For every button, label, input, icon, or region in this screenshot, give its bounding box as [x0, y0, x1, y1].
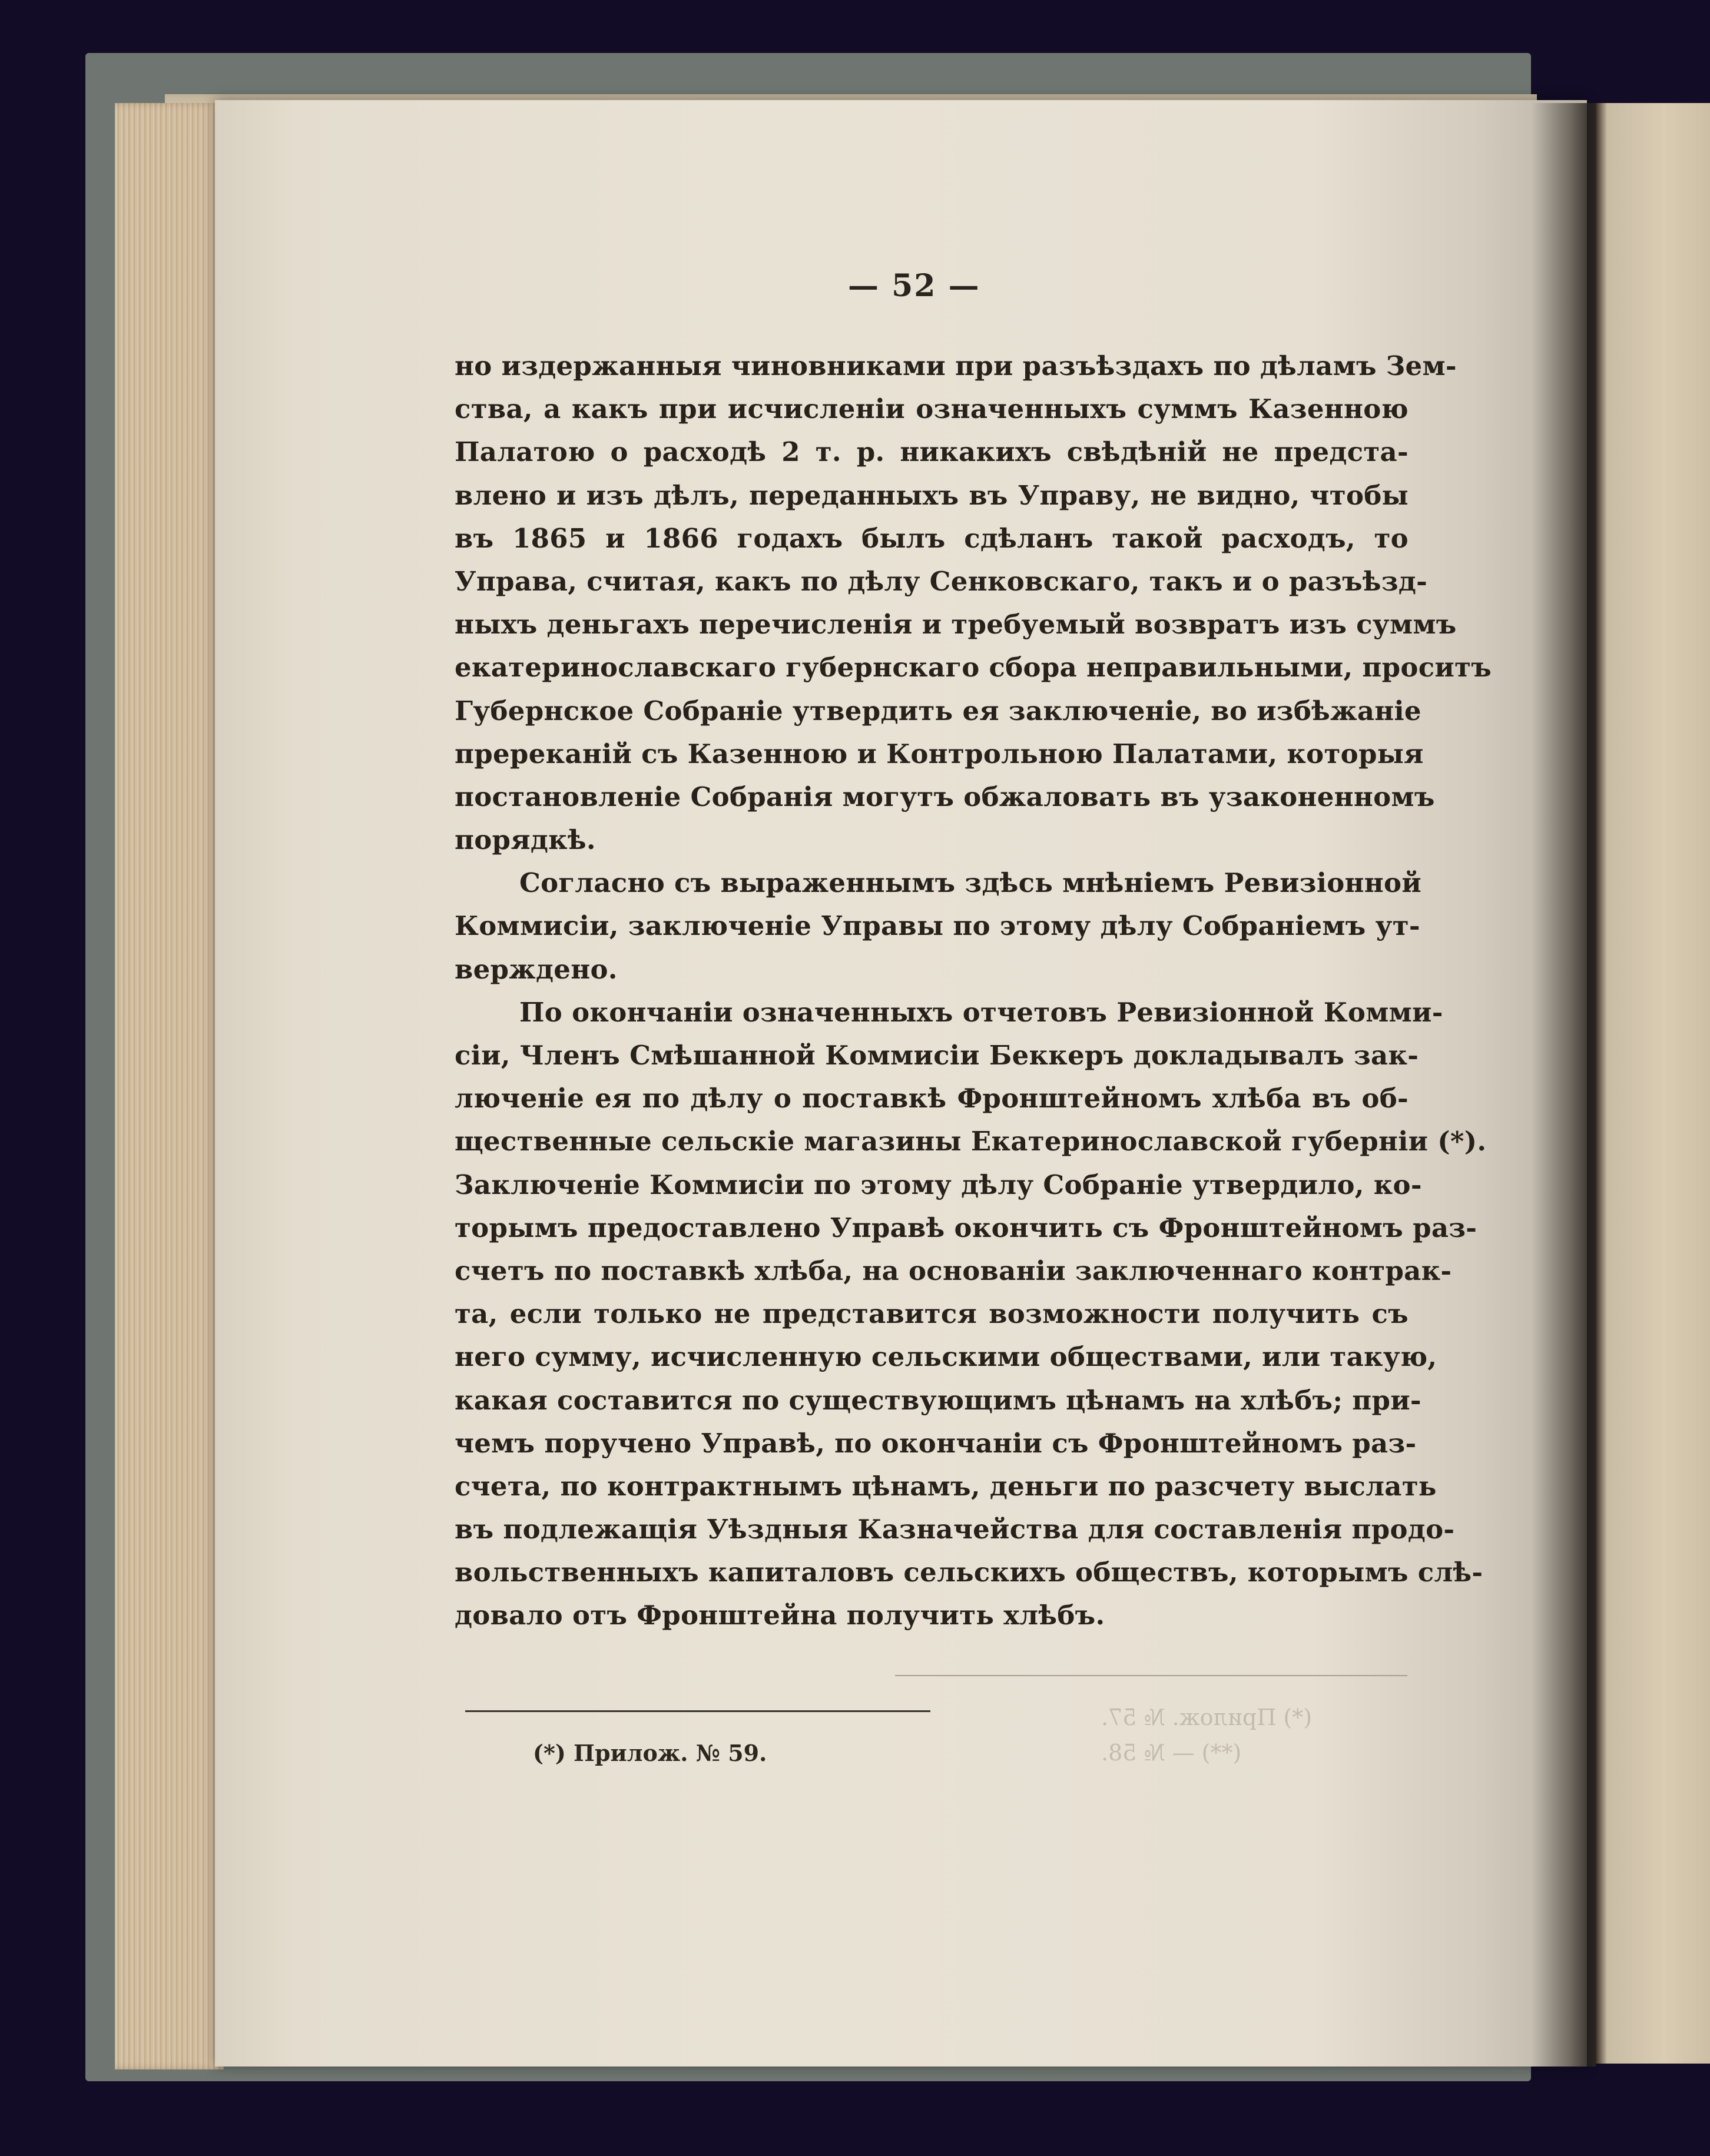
text-line: довало отъ Фронштейна получить хлѣбъ. — [455, 1600, 1105, 1631]
bleed-through-text: (**) — № 58. — [1101, 1740, 1242, 1766]
text-line: него сумму, исчисленную сельскими обществами, или такую, — [455, 1341, 1437, 1373]
text-line: пререканій съ Казенною и Контрольною Палатами, которыя — [455, 738, 1424, 769]
text-line: но издержанныя чиновниками при разъѣздахъ по дѣламъ Зем- — [455, 350, 1457, 382]
text-line: въ подлежащія Уѣздныя Казначейства для составленія продо- — [455, 1514, 1455, 1545]
text-line: Заключеніе Коммисіи по этому дѣлу Собраніе утвердило, ко- — [455, 1169, 1422, 1200]
text-line: счета, по контрактнымъ цѣнамъ, деньги по разсчету выслать — [455, 1470, 1437, 1502]
text-line: та, если только не представится возможности получить съ — [455, 1298, 1409, 1330]
page-edges-left — [115, 103, 224, 2069]
section-rule — [895, 1675, 1407, 1676]
gutter-shadow — [1531, 103, 1596, 2067]
text-line: Согласно съ выраженнымъ здѣсь мнѣніемъ Ревизіонной — [519, 867, 1421, 899]
footnote: (*) Прилож. № 59. — [533, 1740, 767, 1766]
text-line: По окончаніи означенныхъ отчетовъ Ревизіонной Комми- — [519, 996, 1443, 1028]
text-line: верждено. — [455, 953, 618, 985]
text-line: влено и изъ дѣлъ, переданныхъ въ Управу, не видно, чтобы — [455, 479, 1409, 511]
page-number: — 52 — — [848, 268, 980, 304]
text-line: какая составится по существующимъ цѣнамъ на хлѣбъ; при- — [455, 1384, 1421, 1416]
footnote-rule — [465, 1710, 930, 1712]
text-line: порядкѣ. — [455, 824, 596, 856]
text-line: постановленіе Собранія могутъ обжаловать въ узаконенномъ — [455, 781, 1435, 812]
text-line: екатеринославскаго губернскаго сбора неправильными, проситъ — [455, 652, 1492, 684]
body-text — [455, 344, 1492, 1637]
text-line: вольственныхъ капиталовъ сельскихъ обществъ, которымъ слѣ- — [455, 1557, 1483, 1588]
text-line: сіи, Членъ Смѣшанной Коммисіи Беккеръ докладывалъ зак- — [455, 1040, 1419, 1071]
text-line: въ 1865 и 1866 годахъ былъ сдѣланъ такой расходъ, то — [455, 522, 1409, 554]
next-page-edge — [1596, 103, 1710, 2064]
text-line: чемъ поручено Управѣ, по окончаніи съ Фронштейномъ раз- — [455, 1427, 1417, 1459]
text-line: Управа, считая, какъ по дѣлу Сенковскаго, такъ и о разъѣзд- — [455, 565, 1428, 597]
text-line: щественные сельскіе магазины Екатеринославской губерніи (*). — [455, 1126, 1487, 1157]
text-line: ныхъ деньгахъ перечисленія и требуемый возвратъ изъ суммъ — [455, 609, 1457, 641]
text-line: люченіе ея по дѣлу о поставкѣ Фронштейномъ хлѣба въ об- — [455, 1083, 1409, 1115]
bleed-through-text: (*) Прилож. № 57. — [1101, 1704, 1313, 1730]
text-line: Палатою о расходѣ 2 т. р. никакихъ свѣдѣній не предста- — [455, 436, 1409, 468]
text-line: счетъ по поставкѣ хлѣба, на основаніи заключеннаго контрак- — [455, 1255, 1452, 1286]
text-line: Коммисіи, заключеніе Управы по этому дѣлу Собраніемъ ут- — [455, 910, 1420, 942]
text-line: ства, а какъ при исчисленіи означенныхъ суммъ Казенною — [455, 393, 1409, 425]
text-line: торымъ предоставлено Управѣ окончить съ Фронштейномъ раз- — [455, 1212, 1477, 1243]
text-line: Губернское Собраніе утвердить ея заключеніе, во избѣжаніе — [455, 695, 1421, 727]
